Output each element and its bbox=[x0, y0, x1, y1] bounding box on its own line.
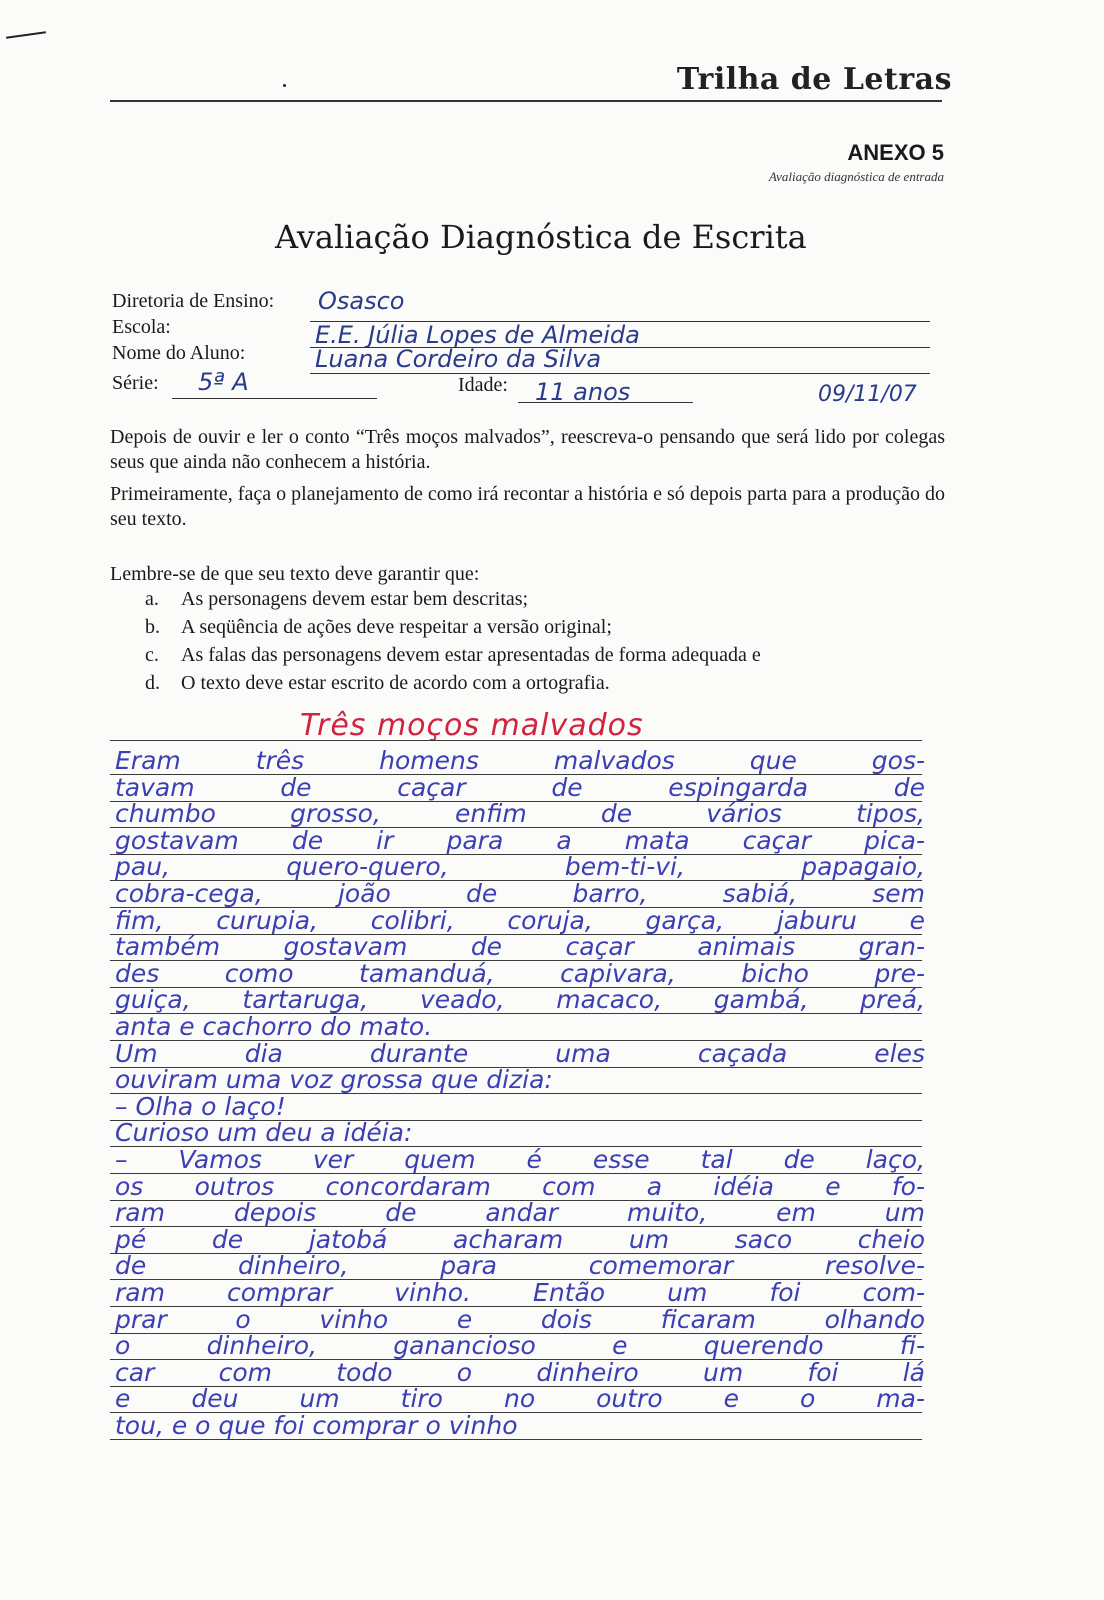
diretoria-label: Diretoria de Ensino: bbox=[112, 290, 275, 312]
essay-line: Um dia durante uma caçada eles bbox=[115, 1039, 925, 1068]
essay-line: e deu um tiro no outro e o ma- bbox=[115, 1384, 925, 1413]
essay-line: anta e cachorro do mato. bbox=[115, 1012, 433, 1041]
diretoria-value: Osasco bbox=[318, 287, 405, 315]
essay-line: tavam de caçar de espingarda de bbox=[115, 773, 925, 802]
requirement-text: As personagens devem estar bem descritas; bbox=[181, 588, 529, 610]
requirement-text: A seqüência de ações deve respeitar a versão original; bbox=[181, 616, 612, 638]
scan-dot bbox=[283, 84, 286, 87]
essay-line: pau, quero-quero, bem-ti-vi, papagaio, bbox=[115, 852, 925, 881]
essay-line: os outros concordaram com a idéia e fo- bbox=[115, 1172, 925, 1201]
essay-line: prar o vinho e dois ficaram olhando bbox=[115, 1305, 925, 1334]
essay-line: chumbo grosso, enfim de vários tipos, bbox=[115, 799, 925, 828]
essay-line: ram comprar vinho. Então um foi com- bbox=[115, 1278, 925, 1307]
ruled-line bbox=[110, 1439, 922, 1440]
requirement-letter: c. bbox=[145, 644, 159, 666]
essay-line: – Olha o laço! bbox=[115, 1092, 286, 1121]
requirement-letter: b. bbox=[145, 616, 160, 638]
essay-line: tou, e o que foi comprar o vinho bbox=[115, 1411, 518, 1440]
serie-line bbox=[172, 398, 377, 399]
essay-line: ouviram uma voz grossa que dizia: bbox=[115, 1065, 553, 1094]
essay-line: o dinheiro, ganancioso e querendo fi- bbox=[115, 1331, 925, 1360]
requirement-letter: d. bbox=[145, 672, 160, 694]
requirement-item bbox=[145, 613, 761, 641]
essay-title: Três moços malvados bbox=[300, 708, 644, 743]
scan-mark bbox=[6, 31, 46, 39]
essay-line: guiça, tartaruga, veado, macaco, gambá, preá, bbox=[115, 985, 925, 1014]
essay-line: gostavam de ir para a mata caçar pica- bbox=[115, 826, 925, 855]
essay-line: pé de jatobá acharam um saco cheio bbox=[115, 1225, 925, 1254]
serie-value: 5ª A bbox=[198, 368, 249, 396]
essay-line: cobra-cega, joão de barro, sabiá, sem bbox=[115, 879, 925, 908]
instructions-lead: Lembre-se de que seu texto deve garantir que: bbox=[110, 563, 480, 585]
essay-line: Curioso um deu a idéia: bbox=[115, 1118, 413, 1147]
escola-value: E.E. Júlia Lopes de Almeida bbox=[315, 321, 640, 349]
annex-subtitle: Avaliação diagnóstica de entrada bbox=[768, 169, 944, 184]
header-rule bbox=[110, 100, 942, 102]
brand-title: Trilha de Letras bbox=[676, 62, 952, 97]
essay-line: car com todo o dinheiro um foi lá bbox=[115, 1358, 925, 1387]
idade-value: 11 anos bbox=[535, 378, 631, 406]
ruled-line bbox=[110, 740, 922, 741]
essay-line: de dinheiro, para comemorar resolve- bbox=[115, 1251, 925, 1280]
requirements-list bbox=[145, 585, 761, 697]
essay-line: des como tamanduá, capivara, bicho pre- bbox=[115, 959, 925, 988]
essay-line: Eram três homens malvados que gos- bbox=[115, 746, 925, 775]
serie-label: Série: bbox=[112, 372, 159, 394]
escola-label: Escola: bbox=[112, 316, 171, 338]
requirement-item bbox=[145, 585, 761, 613]
document-title: Avaliação Diagnóstica de Escrita bbox=[275, 218, 807, 256]
aluno-line bbox=[310, 373, 930, 374]
idade-label: Idade: bbox=[458, 374, 508, 396]
requirement-text: As falas das personagens devem estar apresentadas de forma adequada e bbox=[181, 644, 761, 666]
requirement-letter: a. bbox=[145, 588, 159, 610]
essay-line: – Vamos ver quem é esse tal de laço, bbox=[115, 1145, 925, 1174]
annex-label: ANEXO 5 bbox=[847, 140, 944, 165]
idade-line bbox=[518, 402, 693, 403]
requirement-text: O texto deve estar escrito de acordo com a ortografia. bbox=[181, 672, 610, 694]
instructions-paragraph-2: Primeiramente, faça o planejamento de como irá recontar a história e só depois parta para a produção do seu texto. bbox=[110, 483, 945, 530]
essay-line: também gostavam de caçar animais gran- bbox=[115, 932, 925, 961]
aluno-value: Luana Cordeiro da Silva bbox=[315, 345, 602, 373]
instructions-paragraph-1: Depois de ouvir e ler o conto “Três moços malvados”, reescreva-o pensando que será lido por colegas seus que ainda não conhecem a história. bbox=[110, 426, 945, 473]
essay-line: fim, curupia, colibri, coruja, garça, jaburu e bbox=[115, 906, 925, 935]
requirement-item bbox=[145, 669, 761, 697]
requirement-item bbox=[145, 641, 761, 669]
aluno-label: Nome do Aluno: bbox=[112, 342, 246, 364]
essay-line: ram depois de andar muito, em um bbox=[115, 1198, 925, 1227]
date-value: 09/11/07 bbox=[818, 382, 917, 407]
